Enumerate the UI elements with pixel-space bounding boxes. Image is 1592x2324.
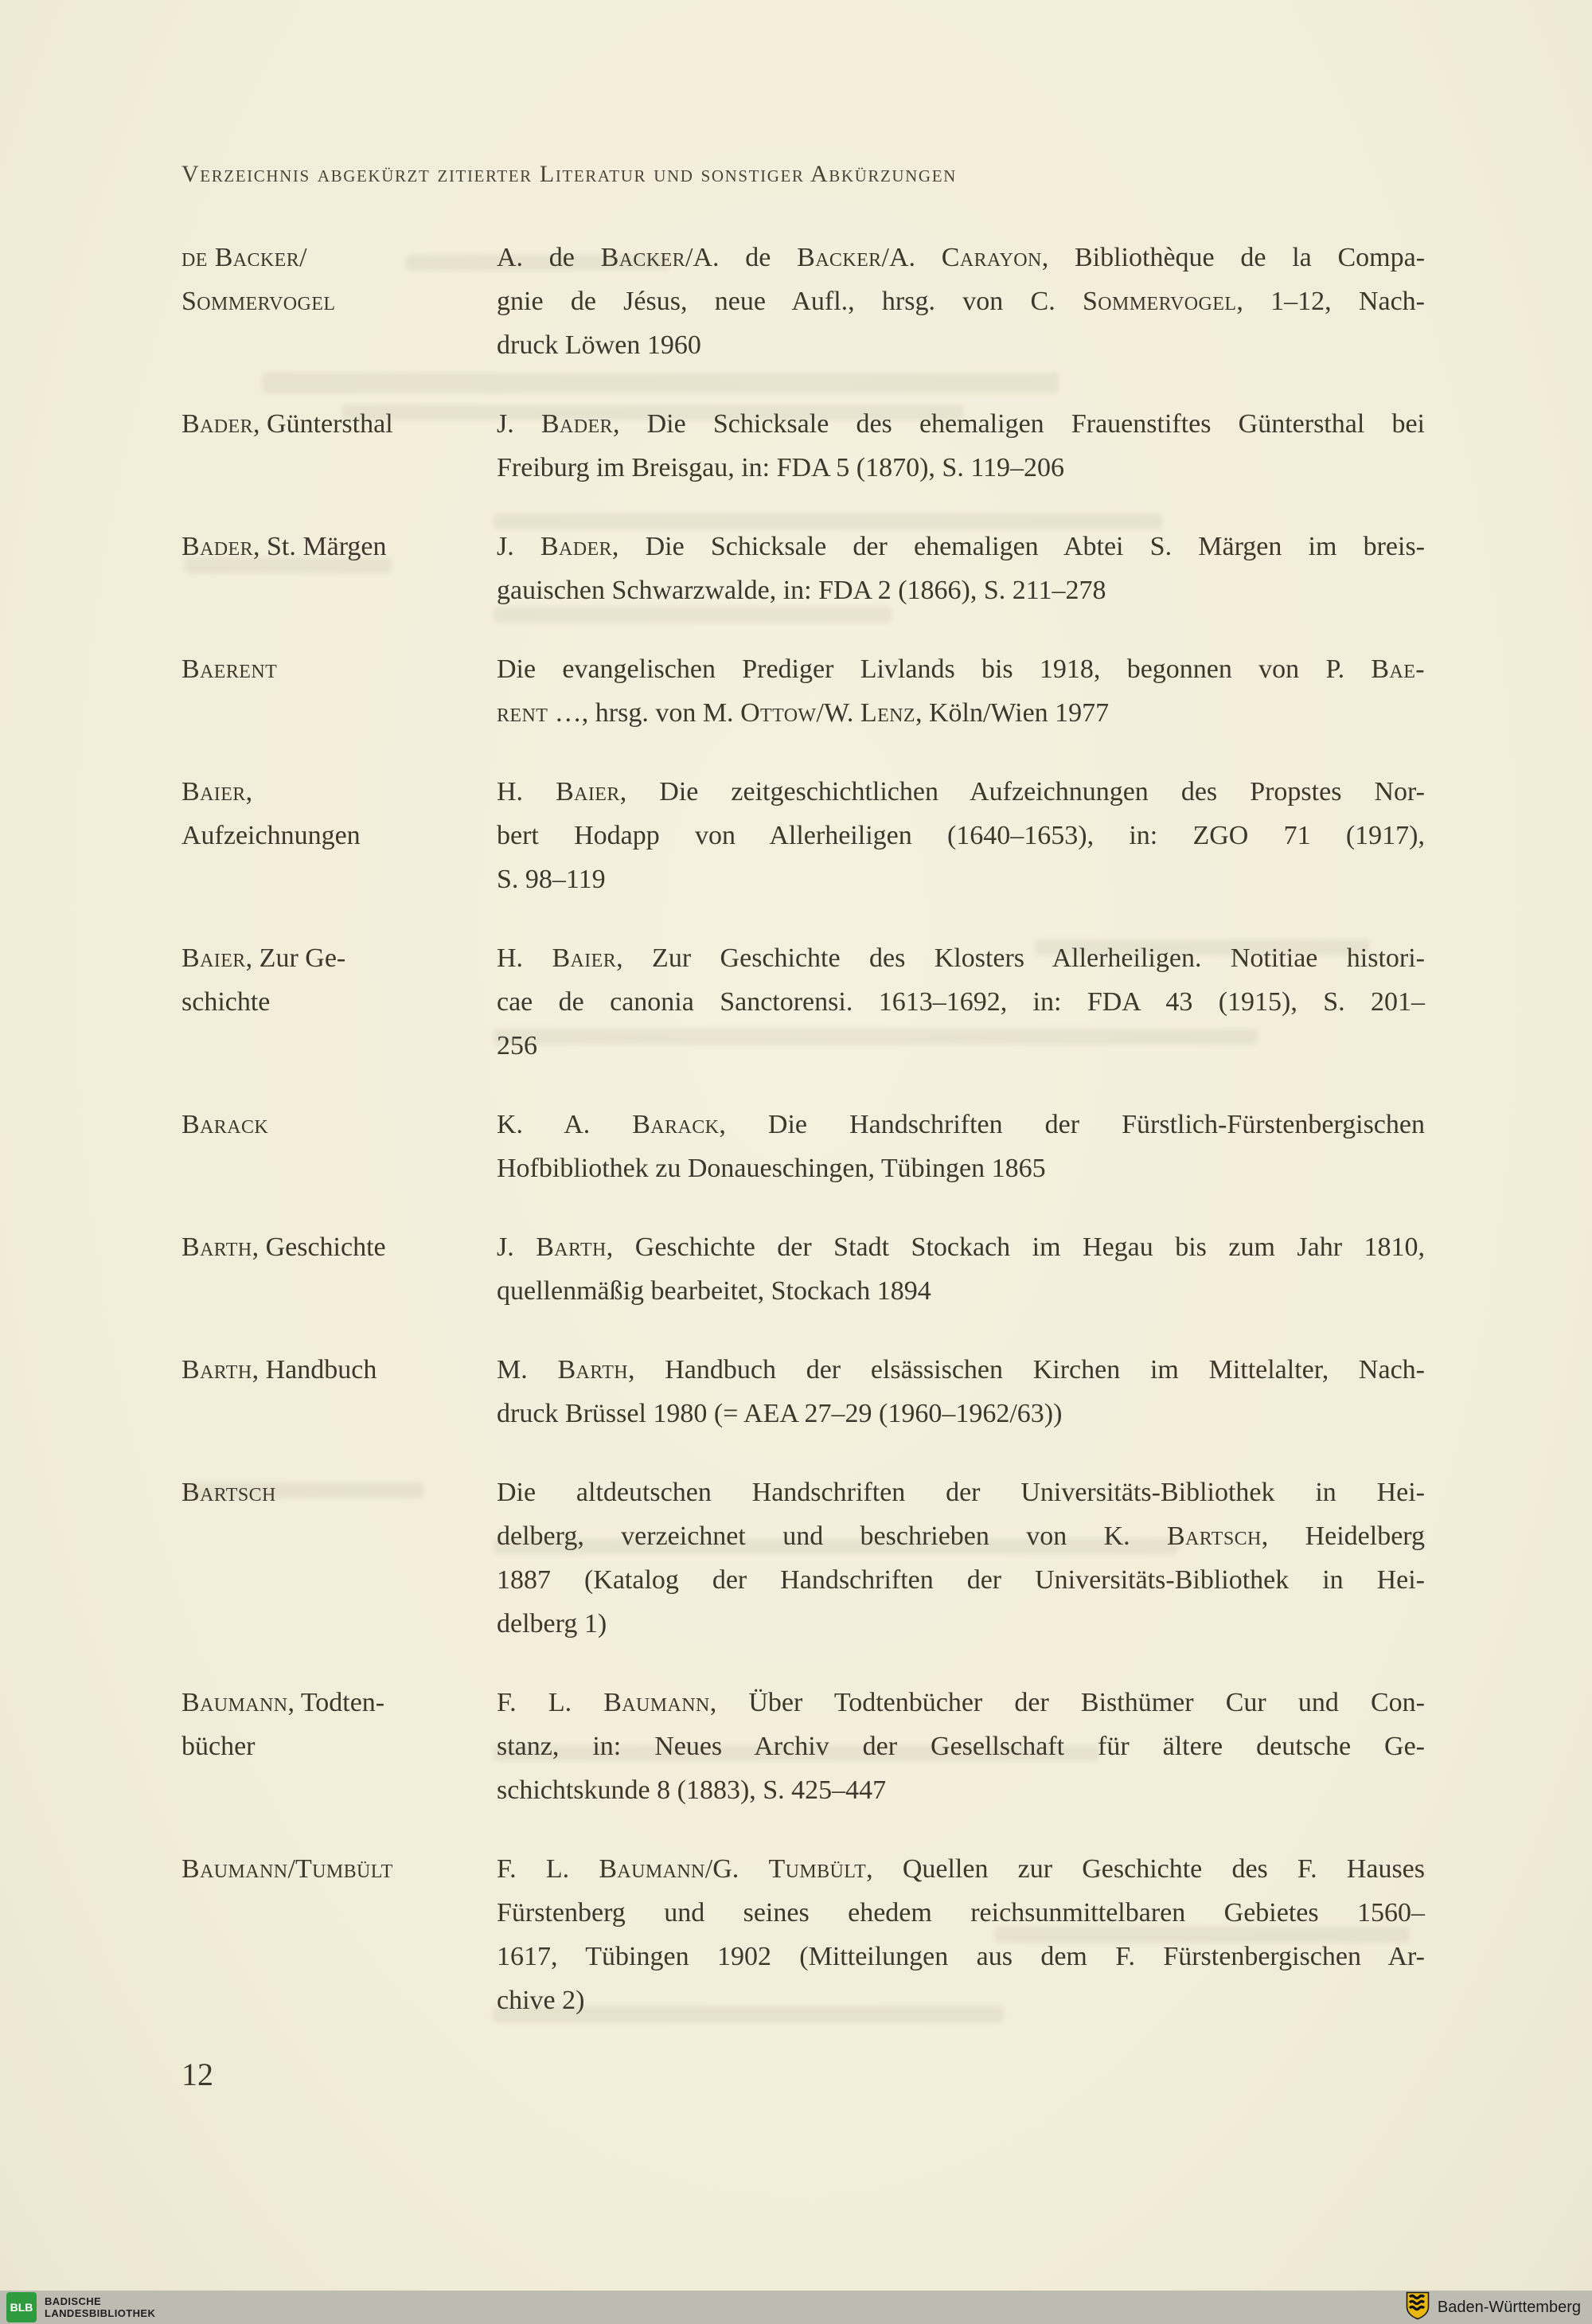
entry-citation: K. A. Barack, Die Handschriften der Fürstlich-Fürstenbergischen Hofbibliothek zu Donaueschingen, Tübingen 1865 [497, 1110, 1425, 1183]
coat-of-arms-icon [1406, 2291, 1430, 2324]
entry-citation: H. Baier, Zur Geschichte des Klosters Allerheiligen. Notitiae histori- cae de canonia Sanctorensi. 1613–1692, in: FDA 43 (1915), S. 201– 256 [497, 943, 1425, 1060]
entry-citation: F. L. Baumann, Über Todtenbücher der Bisthümer Cur und Con- stanz, in: Neues Archiv der Gesellschaft für ältere deutsche Ge- schichtskunde 8 (1883), S. 425–447 [497, 1688, 1425, 1805]
entry-abbreviation: Barth, Geschichte [181, 1232, 386, 1262]
bibliography-entry [181, 936, 1425, 1068]
bibliography-entry [181, 647, 1425, 735]
entry-abbreviation: Barth, Handbuch [181, 1355, 377, 1385]
bibliography-entry [181, 1471, 1425, 1646]
entry-citation: A. de Backer/A. de Backer/A. Carayon, Bibliothèque de la Compa- gnie de Jésus, neue Aufl., hrsg. von C. Sommervogel, 1–12, Nach- druck Löwen 1960 [497, 243, 1426, 360]
entry-abbreviation: Bartsch [181, 1478, 276, 1507]
bibliography-entry [181, 1847, 1425, 2022]
entry-abbreviation: Baumann/Tumbült [181, 1854, 393, 1884]
page-header: Verzeichnis abgekürzt zitierter Literatur und sonstiger Abkürzungen [181, 161, 957, 187]
bibliography-entry [181, 1103, 1425, 1190]
state-name: Baden-Württemberg [1437, 2298, 1581, 2316]
entry-citation: J. Bader, Die Schicksale der ehemaligen Abtei S. Märgen im breis- gauischen Schwarzwalde, in: FDA 2 (1866), S. 211–278 [497, 532, 1425, 605]
bibliography-entry [181, 1348, 1425, 1435]
entry-citation: M. Barth, Handbuch der elsässischen Kirchen im Mittelalter, Nach- druck Brüssel 1980 (= AEA 27–29 (1960–1962/63)) [497, 1355, 1425, 1428]
entry-citation: J. Bader, Die Schicksale des ehemaligen Frauenstiftes Güntersthal bei Freiburg im Breisgau, in: FDA 5 (1870), S. 119–206 [497, 409, 1425, 482]
entry-abbreviation: Barack [181, 1110, 269, 1139]
entry-citation: H. Baier, Die zeitgeschichtlichen Aufzeichnungen des Propstes Nor- bert Hodapp von Allerheiligen (1640–1653), in: ZGO 71 (1917), S. 98–119 [497, 777, 1425, 894]
state-branding [1406, 2291, 1581, 2324]
entry-citation: Die altdeutschen Handschriften der Universitäts-Bibliothek in Hei- delberg, verzeichnet und beschrieben von K. Bartsch, Heidelberg 1887 (Katalog der Handschriften der Universitäts-Bibliothek in Hei- delberg 1) [497, 1478, 1425, 1639]
entries [181, 236, 1425, 2057]
entry-citation: Die evangelischen Prediger Livlands bis 1918, begonnen von P. Bae- rent …, hrsg. von M. Ottow/W. Lenz, Köln/Wien 1977 [497, 654, 1425, 728]
footer-bar [0, 2291, 1592, 2324]
bibliography-entry [181, 525, 1425, 612]
bibliography-entry [181, 402, 1425, 490]
entry-abbreviation: Baerent [181, 654, 278, 684]
bibliography-entry [181, 236, 1425, 367]
entry-abbreviation: Bader, Güntersthal [181, 409, 393, 439]
entry-citation: F. L. Baumann/G. Tumbült, Quellen zur Geschichte des F. Hauses Fürstenberg und seines ehedem reichsunmittelbaren Gebietes 1560– 1617, Tübingen 1902 (Mitteilungen aus dem F. Fürstenbergischen Ar- chive 2) [497, 1854, 1425, 2015]
entry-abbreviation: Baier, Zur Ge- schichte [181, 943, 346, 1017]
bibliography-entry [181, 1225, 1425, 1313]
entry-abbreviation: de Backer/ Sommervogel [181, 243, 336, 316]
entry-abbreviation: Bader, St. Märgen [181, 532, 387, 561]
page-number: 12 [181, 2056, 213, 2092]
library-name-line1: BADISCHE [45, 2295, 102, 2307]
library-name-line2: LANDESBIBLIOTHEK [45, 2307, 156, 2319]
entry-abbreviation: Baier, Aufzeichnungen [181, 777, 361, 850]
entry-abbreviation: Baumann, Todten- bücher [181, 1688, 385, 1761]
blb-logo: BLB [6, 2292, 37, 2322]
entry-citation: J. Barth, Geschichte der Stadt Stockach im Hegau bis zum Jahr 1810, quellenmäßig bearbeitet, Stockach 1894 [497, 1232, 1426, 1306]
bibliography-entry [181, 770, 1425, 901]
library-branding [6, 2292, 155, 2322]
library-name [45, 2295, 155, 2319]
bibliography-entry [181, 1681, 1425, 1812]
